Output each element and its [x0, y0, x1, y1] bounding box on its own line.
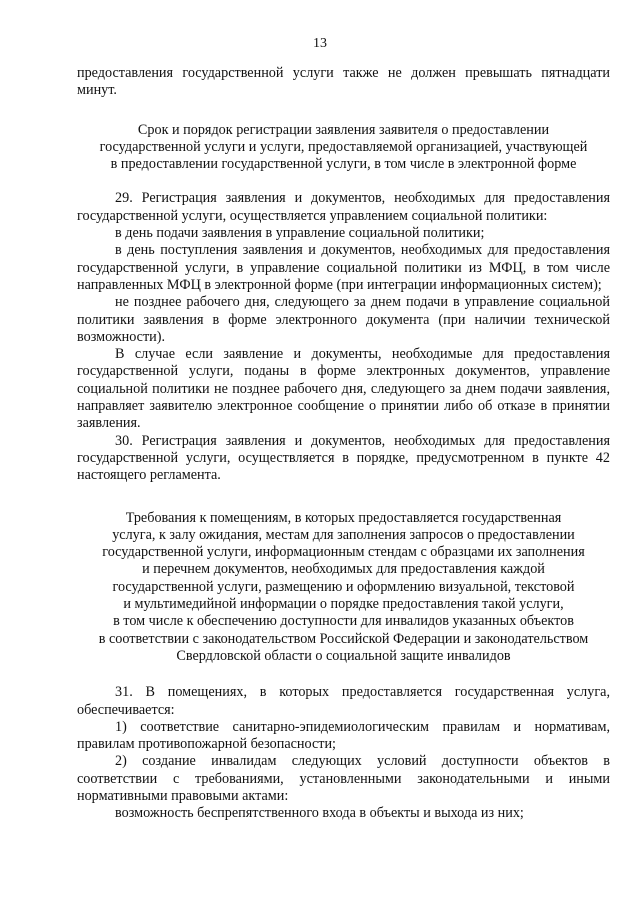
intro-paragraph: предоставления государственной услуги также не должен превышать пятнадцати минут.	[77, 65, 610, 99]
list-item: в день поступления заявления и документов, необходимых для предоставления государственной услуги, в управление социальной политики из МФЦ, в том числе направленных МФЦ в электронной форме (при интеграции информационных систем);	[77, 242, 610, 293]
spacer	[77, 485, 610, 510]
page-number: 13	[313, 36, 327, 51]
list-item: 2) создание инвалидам следующих условий доступности объектов в соответствии с требованиями, установленными законодательными и иными нормативными правовыми актами:	[77, 753, 610, 804]
document-body	[77, 65, 610, 823]
heading-line: Свердловской области о социальной защите инвалидов	[176, 647, 511, 664]
section-premises-body	[77, 684, 610, 822]
paragraph-31: 31. В помещениях, в которых предоставляется государственная услуга, обеспечивается:	[77, 684, 610, 718]
spacer	[77, 100, 610, 122]
heading-line: и перечнем документов, необходимых для предоставления каждой	[142, 561, 545, 578]
spacer	[77, 665, 610, 684]
section-registration-body	[77, 190, 610, 484]
heading-line: и мультимедийной информации о порядке предоставления такой услуги,	[123, 596, 564, 613]
section-heading-registration	[77, 122, 610, 174]
paragraph-electronic-documents: В случае если заявление и документы, необходимые для предоставления государственной услуги, поданы в форме электронных документов, управление социальной политики не позднее рабочего дня, следующего за днем подачи заявления, направляет заявителю электронное сообщение о принятии либо об отказе в принятии заявления.	[77, 346, 610, 432]
heading-line: в предоставлении государственной услуги, в том числе в электронной форме	[110, 156, 577, 173]
heading-line: в соответствии с законодательством Российской Федерации и законодательством	[98, 630, 589, 647]
heading-line: государственной услуги, информационным стендам с образцами их заполнения	[102, 544, 585, 561]
list-item: возможность беспрепятственного входа в объекты и выхода из них;	[115, 805, 524, 822]
spacer	[77, 173, 610, 190]
paragraph-29: 29. Регистрация заявления и документов, необходимых для предоставления государственной услуги, осуществляется управлением социальной политики:	[77, 190, 610, 224]
section-heading-premises	[77, 510, 610, 666]
heading-line: Требования к помещениям, в которых предоставляется государственная	[125, 509, 562, 526]
list-item: 1) соответствие санитарно-эпидемиологическим правилам и нормативам, правилам противопожарной безопасности;	[77, 718, 610, 753]
heading-line: Срок и порядок регистрации заявления заявителя о предоставлении	[137, 121, 550, 138]
heading-line: государственной услуги, размещению и оформлению визуальной, текстовой	[112, 578, 575, 595]
list-item: в день подачи заявления в управление социальной политики;	[115, 225, 485, 242]
heading-line: в том числе к обеспечению доступности для инвалидов указанных объектов	[113, 613, 574, 630]
paragraph-30: 30. Регистрация заявления и документов, необходимых для предоставления государственной услуги, осуществляется в порядке, предусмотренном в пункте 42 настоящего регламента.	[77, 432, 610, 484]
heading-line: государственной услуги и услуги, предоставляемой организацией, участвующей	[99, 138, 588, 155]
heading-line: услуга, к залу ожидания, местам для заполнения запросов о предоставлении	[112, 526, 575, 543]
list-item: не позднее рабочего дня, следующего за днем подачи в управление социальной политики заявления в форме электронного документа (при наличии технической возможности).	[77, 294, 610, 345]
